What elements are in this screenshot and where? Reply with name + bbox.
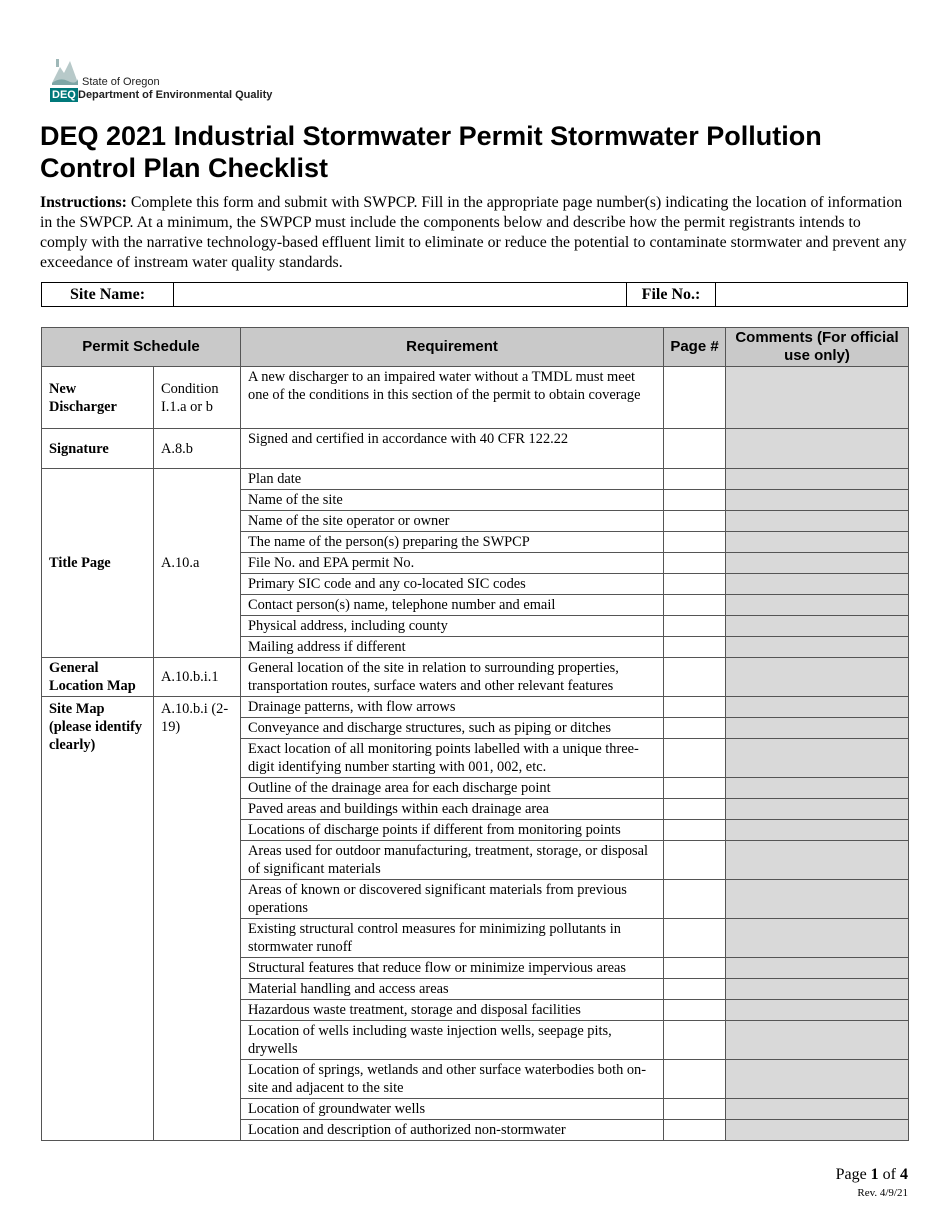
table-row bbox=[42, 429, 909, 469]
requirement-cell: Areas used for outdoor manufacturing, treatment, storage, or disposal of significant materials bbox=[241, 841, 664, 880]
comments-field bbox=[726, 979, 909, 1000]
header-permit-schedule: Permit Schedule bbox=[42, 328, 241, 367]
page-number-field[interactable] bbox=[664, 511, 726, 532]
section-schedule: A.10.b.i.1 bbox=[154, 658, 241, 697]
comments-field bbox=[726, 799, 909, 820]
comments-field bbox=[726, 429, 909, 469]
section-schedule: Condition I.1.a or b bbox=[154, 367, 241, 429]
file-no-label: File No.: bbox=[627, 283, 716, 307]
page-number-field[interactable] bbox=[664, 1000, 726, 1021]
requirement-cell: Hazardous waste treatment, storage and disposal facilities bbox=[241, 1000, 664, 1021]
page-total: 4 bbox=[900, 1166, 908, 1183]
page-number-field[interactable] bbox=[664, 718, 726, 739]
comments-field bbox=[726, 880, 909, 919]
requirement-cell: Areas of known or discovered significant materials from previous operations bbox=[241, 880, 664, 919]
requirement-cell: Outline of the drainage area for each discharge point bbox=[241, 778, 664, 799]
table-row bbox=[42, 697, 909, 718]
revision-date: Rev. 4/9/21 bbox=[857, 1187, 908, 1199]
table-row bbox=[42, 658, 909, 697]
requirement-cell: The name of the person(s) preparing the SWPCP bbox=[241, 532, 664, 553]
page-number-field[interactable] bbox=[664, 697, 726, 718]
page-number-field[interactable] bbox=[664, 616, 726, 637]
site-name-label: Site Name: bbox=[42, 283, 174, 307]
page-number-field[interactable] bbox=[664, 490, 726, 511]
page-number-field[interactable] bbox=[664, 979, 726, 1000]
page-number-field[interactable] bbox=[664, 595, 726, 616]
page-current: 1 bbox=[870, 1166, 879, 1183]
requirement-cell: Structural features that reduce flow or minimize impervious areas bbox=[241, 958, 664, 979]
comments-field bbox=[726, 658, 909, 697]
requirement-cell: Physical address, including county bbox=[241, 616, 664, 637]
page-number-field[interactable] bbox=[664, 574, 726, 595]
comments-field bbox=[726, 1000, 909, 1021]
page-number-field[interactable] bbox=[664, 880, 726, 919]
requirement-cell: Drainage patterns, with flow arrows bbox=[241, 697, 664, 718]
requirement-cell: Existing structural control measures for minimizing pollutants in stormwater runoff bbox=[241, 919, 664, 958]
requirement-cell: Conveyance and discharge structures, such as piping or ditches bbox=[241, 718, 664, 739]
page-number-field[interactable] bbox=[664, 1060, 726, 1099]
requirement-cell: Location of groundwater wells bbox=[241, 1099, 664, 1120]
logo-deq-badge: DEQ bbox=[52, 89, 76, 101]
requirement-cell: Paved areas and buildings within each drainage area bbox=[241, 799, 664, 820]
comments-field bbox=[726, 820, 909, 841]
requirement-cell: Name of the site bbox=[241, 490, 664, 511]
requirement-cell: Signed and certified in accordance with 40 CFR 122.22 bbox=[241, 429, 664, 469]
requirement-cell: Primary SIC code and any co-located SIC codes bbox=[241, 574, 664, 595]
page-number-field[interactable] bbox=[664, 739, 726, 778]
comments-field bbox=[726, 778, 909, 799]
file-no-field[interactable] bbox=[716, 283, 908, 307]
section-name: New Discharger bbox=[42, 367, 154, 429]
comments-field bbox=[726, 595, 909, 616]
comments-field bbox=[726, 1099, 909, 1120]
instructions bbox=[40, 193, 910, 273]
requirement-cell: General location of the site in relation to surrounding properties, transportation routes, surface waters and other relevant features bbox=[241, 658, 664, 697]
comments-field bbox=[726, 490, 909, 511]
comments-field bbox=[726, 697, 909, 718]
page-number-field[interactable] bbox=[664, 958, 726, 979]
page-prefix: Page bbox=[835, 1166, 871, 1183]
comments-field bbox=[726, 367, 909, 429]
table-row bbox=[42, 469, 909, 490]
comments-field bbox=[726, 511, 909, 532]
page-number-field[interactable] bbox=[664, 469, 726, 490]
section-name: Signature bbox=[42, 429, 154, 469]
comments-field bbox=[726, 532, 909, 553]
requirement-cell: A new discharger to an impaired water without a TMDL must meet one of the conditions in this section of the permit to obtain coverage bbox=[241, 367, 664, 429]
page-number-field[interactable] bbox=[664, 429, 726, 469]
comments-field bbox=[726, 958, 909, 979]
comments-field bbox=[726, 1120, 909, 1141]
comments-field bbox=[726, 919, 909, 958]
checklist-table bbox=[41, 327, 909, 1141]
page-number-field[interactable] bbox=[664, 637, 726, 658]
page-number-field[interactable] bbox=[664, 1120, 726, 1141]
requirement-cell: Locations of discharge points if different from monitoring points bbox=[241, 820, 664, 841]
requirement-cell: Location and description of authorized non-stormwater bbox=[241, 1120, 664, 1141]
header-page: Page # bbox=[664, 328, 726, 367]
page-number-field[interactable] bbox=[664, 820, 726, 841]
requirement-cell: Contact person(s) name, telephone number and email bbox=[241, 595, 664, 616]
requirement-cell: File No. and EPA permit No. bbox=[241, 553, 664, 574]
section-schedule: A.8.b bbox=[154, 429, 241, 469]
section-name: Site Map (please identify clearly) bbox=[42, 697, 154, 1141]
comments-field bbox=[726, 637, 909, 658]
page-number-field[interactable] bbox=[664, 658, 726, 697]
comments-field bbox=[726, 553, 909, 574]
page-number-field[interactable] bbox=[664, 799, 726, 820]
page-number-field[interactable] bbox=[664, 1021, 726, 1060]
requirement-cell: Location of springs, wetlands and other surface waterbodies both on-site and adjacent to the site bbox=[241, 1060, 664, 1099]
comments-field bbox=[726, 739, 909, 778]
requirement-cell: Location of wells including waste injection wells, seepage pits, drywells bbox=[241, 1021, 664, 1060]
instructions-text: Complete this form and submit with SWPCP. Fill in the appropriate page number(s) indicating the location of information in the SWPCP. At a minimum, the SWPCP must include the components below and describe how the permit registrants intends to comply with the narrative technology-based effluent limit to eliminate or reduce the potential to contaminate stormwater and prevent any exceedance of instream water quality standards. bbox=[40, 194, 907, 271]
section-schedule: A.10.a bbox=[154, 469, 241, 658]
comments-field bbox=[726, 1021, 909, 1060]
comments-field bbox=[726, 574, 909, 595]
oregon-landscape-icon bbox=[50, 57, 80, 87]
comments-field bbox=[726, 1060, 909, 1099]
site-name-field[interactable] bbox=[174, 283, 627, 307]
page-number bbox=[836, 1166, 908, 1184]
comments-field bbox=[726, 616, 909, 637]
page-title: DEQ 2021 Industrial Stormwater Permit Stormwater Pollution Control Plan Checklist bbox=[40, 121, 822, 183]
requirement-cell: Exact location of all monitoring points labelled with a unique three-digit identifying number starting with 001, 002, etc. bbox=[241, 739, 664, 778]
page-number-field[interactable] bbox=[664, 553, 726, 574]
requirement-cell: Name of the site operator or owner bbox=[241, 511, 664, 532]
header-requirement: Requirement bbox=[241, 328, 664, 367]
section-name: Title Page bbox=[42, 469, 154, 658]
comments-field bbox=[726, 469, 909, 490]
deq-logo bbox=[48, 57, 288, 105]
requirement-cell: Mailing address if different bbox=[241, 637, 664, 658]
page-number-field[interactable] bbox=[664, 367, 726, 429]
section-schedule: A.10.b.i (2-19) bbox=[154, 697, 241, 1141]
section-name: General Location Map bbox=[42, 658, 154, 697]
logo-state-text: State of Oregon bbox=[82, 76, 160, 88]
header-comments: Comments (For official use only) bbox=[726, 328, 909, 367]
site-info-row bbox=[41, 282, 908, 307]
page-number-field[interactable] bbox=[664, 778, 726, 799]
page-number-field[interactable] bbox=[664, 841, 726, 880]
comments-field bbox=[726, 718, 909, 739]
requirement-cell: Material handling and access areas bbox=[241, 979, 664, 1000]
requirement-cell: Plan date bbox=[241, 469, 664, 490]
logo-department-text: Department of Environmental Quality bbox=[78, 89, 273, 101]
page-number-field[interactable] bbox=[664, 1099, 726, 1120]
page-number-field[interactable] bbox=[664, 532, 726, 553]
page-of: of bbox=[878, 1166, 900, 1183]
page-number-field[interactable] bbox=[664, 919, 726, 958]
table-row bbox=[42, 367, 909, 429]
comments-field bbox=[726, 841, 909, 880]
instructions-label: Instructions: bbox=[40, 194, 127, 211]
